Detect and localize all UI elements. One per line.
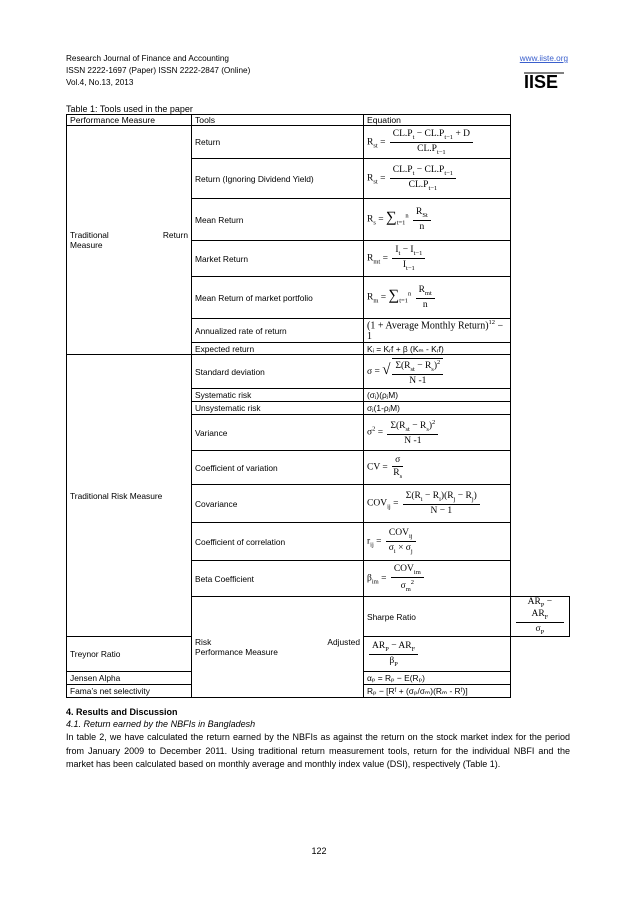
tool-mean-market: Mean Return of market portfolio (192, 277, 364, 319)
eq-correlation: $r_{ij}$ = $\frac{COV_{ij}}{\sigma_i \times \sigma_j}$ (364, 523, 511, 561)
eq-covariance: $COV_{ij}$ = $\frac{\Sigma(R_i - R_i)(R_j - R_j)}{N - 1}$ (364, 485, 511, 523)
tool-fama: Fama’s net selectivity (67, 685, 192, 698)
tool-market-return: Market Return (192, 241, 364, 277)
eq-jensen: αₚ = Rₚ − E(Rₚ) (364, 672, 511, 685)
tool-correlation: Coefficient of correlation (192, 523, 364, 561)
table-row (67, 126, 570, 159)
group-risk-adjusted (192, 597, 364, 698)
eq-market-return: $R_{mt}$ = $\frac{I_t - I_{t-1}}{I_{t-1}}$ (364, 241, 511, 277)
col-header-measure: Performance Measure (67, 115, 192, 126)
logo-text: IISE (524, 72, 559, 92)
group-traditional-risk: Traditional Risk Measure (67, 355, 192, 637)
eq-treynor: $\frac{AR_P - AR_F}{\beta_P}$ (364, 637, 511, 672)
tool-variance: Variance (192, 415, 364, 451)
body-paragraph: In table 2, we have calculated the return earned by the NBFIs as against the return on the stock market index for the period from January 2009 to December 2011. Using traditional return measurement tools, return for the individual NBFI and the market has been calculated based on monthly average and monthly index value (DSI), respectively (Table 1). (66, 732, 570, 769)
eq-annualized: (1 + Average Monthly Return)$^{12}$ − 1 (364, 319, 511, 343)
eq-systematic: (σⱼ)(ρⱼM) (364, 389, 511, 402)
eq-cv: CV = $\frac{\sigma}{R_s}$ (364, 451, 511, 485)
tool-return-ignoring: Return (Ignoring Dividend Yield) (192, 159, 364, 199)
tool-std-dev: Standard deviation (192, 355, 364, 389)
tool-beta: Beta Coefficient (192, 561, 364, 597)
eq-expected: Kᵢ = Kᵣf + β (Kₘ - Kᵣf) (364, 343, 511, 355)
tool-cv: Coefficient of variation (192, 451, 364, 485)
tool-covariance: Covariance (192, 485, 364, 523)
tool-unsystematic: Unsystematic risk (192, 402, 364, 415)
eq-fama: Rₚ − [Rᶠ + (σₚ/σₘ)(Rₘ - Rᶠ)] (364, 685, 511, 698)
group-label: Measure (70, 240, 103, 251)
tool-treynor: Treynor Ratio (67, 637, 192, 672)
table-row (67, 355, 570, 389)
tool-expected: Expected return (192, 343, 364, 355)
eq-std-dev: σ = √ $\frac{\Sigma(R_{st} - R_s)^2}{N -1}$ (364, 355, 511, 389)
tool-mean-return: Mean Return (192, 199, 364, 241)
group-label: Performance Measure (195, 647, 278, 658)
journal-url-link[interactable]: www.iiste.org (519, 54, 568, 63)
volume-line: Vol.4, No.13, 2013 (66, 78, 134, 87)
eq-mean-return: $R_s = \sum_{t=1}^n$ $\frac{R_{St}}{n}$ (364, 199, 511, 241)
tool-annualized: Annualized rate of return (192, 319, 364, 343)
tool-sharpe: Sharpe Ratio (364, 597, 511, 637)
tool-return: Return (192, 126, 364, 159)
eq-sharpe: $\frac{AR_P - AR_F}{\sigma_P}$ (510, 597, 569, 637)
section-heading: 4. Results and Discussion (66, 707, 178, 717)
iiste-logo-icon (522, 70, 566, 92)
tools-table (66, 114, 570, 698)
eq-unsystematic: σⱼ(1-ρⱼM) (364, 402, 511, 415)
col-header-tools: Tools (192, 115, 364, 126)
journal-title: Research Journal of Finance and Accounting (66, 54, 229, 63)
group-label: Return (162, 230, 188, 241)
page-number: 122 (311, 846, 327, 856)
eq-beta: $\beta_{im}$ = $\frac{COV_{im}}{\sigma_m^2}$ (364, 561, 511, 597)
group-label: Adjusted (327, 637, 360, 648)
table-caption: Table 1: Tools used in the paper (66, 104, 193, 114)
tool-jensen: Jensen Alpha (67, 672, 192, 685)
group-label: Traditional (70, 230, 109, 241)
col-header-equation: Equation (364, 115, 511, 126)
group-label: Risk (195, 637, 212, 648)
tool-systematic: Systematic risk (192, 389, 364, 402)
eq-mean-market: $R_m = \sum_{t=1}^n$ $\frac{R_{mt}}{n}$ (364, 277, 511, 319)
group-traditional-return (67, 126, 192, 355)
section-subheading: 4.1. Return earned by the NBFIs in Bangladesh (66, 719, 256, 729)
eq-return-ignoring: $R_{st}$ = $\frac{CL.P_t - CL.P_{t-1}}{CL.P_{t-1}}$ (364, 159, 511, 199)
issn-line: ISSN 2222-1697 (Paper) ISSN 2222-2847 (Online) (66, 66, 251, 75)
table-header-row (67, 115, 570, 126)
eq-return: $R_{st}$ = $\frac{CL.P_t - CL.P_{t-1} + D}{CL.P_{t-1}}$ (364, 126, 511, 159)
eq-variance: $\sigma^2$ = $\frac{\Sigma(R_{st} - R_s)^2}{N -1}$ (364, 415, 511, 451)
